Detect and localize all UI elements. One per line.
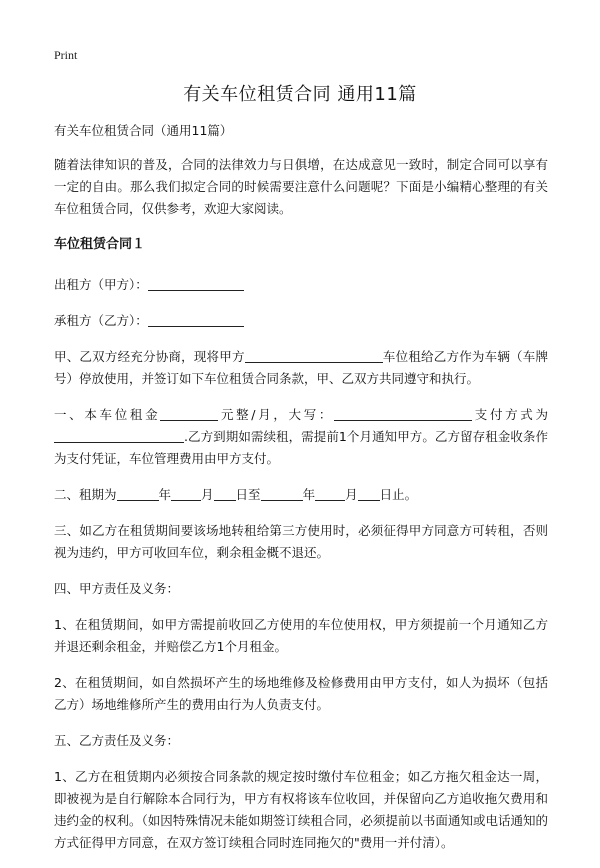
clause-5-heading: 五、乙方责任及义务： — [54, 733, 180, 748]
rent-amount-blank — [160, 406, 218, 421]
payment-method-blank — [54, 428, 184, 443]
start-year-blank — [117, 486, 159, 501]
lessor-label: 出租方（甲方）： — [54, 277, 148, 292]
clause2-text-b: 年 — [158, 487, 172, 502]
clause-4-item-2: 2、在租赁期间，如自然损坏产生的场地维修及检修费用由甲方支付，如人为损坏（包括乙方）场地维修所产生的费用由行为人负责支付。 — [54, 675, 548, 712]
clause-5-item-1: 1、乙方在租赁期内必须按合同条款的规定按时缴付车位租金；如乙方拖欠租金达一周，即被视为是自行解除本合同行为，甲方有权将该车位收回，并保留向乙方追收拖欠费用和违约金的权利。（如因特殊情况未能如期签订续租合同，必须提前以书面通知或电话通知的方式征得甲方同意，在双方签订续租合同时连同拖欠的"费用一并付清）。 — [54, 769, 548, 850]
clause-1 — [54, 404, 548, 470]
lessee-line — [54, 310, 548, 332]
lessor-blank — [148, 276, 244, 291]
lessor-line — [54, 274, 548, 296]
clause-4-item-1: 1、在租赁期间，如甲方需提前收回乙方使用的车位使用权，甲方须提前一个月通知乙方并退还剩余租金，并赔偿乙方1个月租金。 — [54, 617, 548, 654]
agreement-text-b: 车位租给乙方作为车辆（车牌号）停放使用，并签订如下车位租赁合同条款，甲、乙双方共同遵守和执行。 — [54, 349, 548, 386]
clause2-text-e: 年 — [302, 487, 316, 502]
clause1-text-d: .乙方到期如需续租，需提前1个月通知甲方。乙方留存租金收条作为支付凭证，车位管理费用由甲方支付。 — [54, 429, 548, 466]
clause-2 — [54, 484, 548, 506]
document-title: 有关车位租赁合同 通用11篇 — [183, 84, 417, 105]
clause2-text-c: 月 — [201, 487, 214, 502]
clause-4-heading: 四、甲方责任及义务： — [54, 581, 180, 596]
rent-words-blank — [334, 406, 472, 421]
end-day-blank — [358, 486, 380, 501]
document-body — [54, 120, 548, 868]
end-month-blank — [315, 486, 345, 501]
contract-heading: 车位租赁合同１ — [54, 237, 146, 252]
clause1-text-a: 一、本车位租金 — [54, 407, 161, 422]
document-subtitle: 有关车位租赁合同（通用11篇） — [54, 123, 233, 138]
start-day-blank — [214, 486, 236, 501]
clause1-text-b: 元整/月，大写： — [218, 407, 335, 422]
clause2-text-d: 日至 — [235, 487, 261, 502]
clause2-text-a: 二、租期为 — [54, 487, 117, 502]
clause2-text-g: 日止。 — [379, 487, 418, 502]
lessee-label: 承租方（乙方）： — [54, 313, 148, 328]
intro-paragraph: 随着法律知识的普及，合同的法律效力与日俱增，在达成意见一致时，制定合同可以享有一定的自由。那么我们拟定合同的时候需要注意什么问题呢？下面是小编精心整理的有关车位租赁合同，仅供参考，欢迎大家阅读。 — [54, 157, 548, 216]
print-link[interactable]: Print — [54, 48, 78, 62]
parking-space-blank — [245, 348, 383, 363]
agreement-paragraph — [54, 346, 548, 390]
clause2-text-f: 月 — [345, 487, 358, 502]
agreement-text-a: 甲、乙双方经充分协商，现将甲方 — [54, 349, 245, 364]
clause1-text-c: 支付方式为 — [472, 407, 548, 422]
lessee-blank — [148, 312, 244, 327]
start-month-blank — [171, 486, 201, 501]
end-year-blank — [261, 486, 303, 501]
clause-3: 三、如乙方在租赁期间要该场地转租给第三方使用时，必须征得甲方同意方可转租，否则视为违约，甲方可收回车位，剩余租金概不退还。 — [54, 523, 548, 560]
